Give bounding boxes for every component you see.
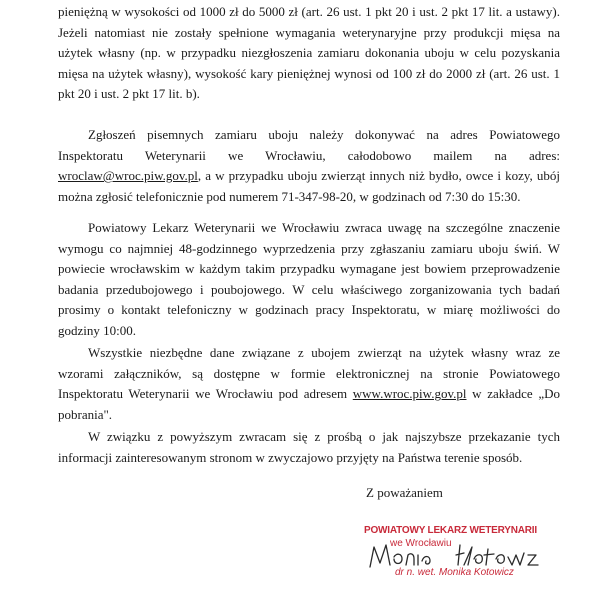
paragraph-documents-text [58, 343, 560, 425]
reporting-text-end: , a w przypadku uboju zwierząt innych niż bydło, owce i kozy, ubój można zgłosić telefonicznie pod numerem 71-347-98-20, w godzinach od 7:30 do 15:30. [58, 168, 560, 204]
closing-salutation: Z poważaniem [366, 485, 443, 500]
paragraph-penalties-text: pieniężną w wysokości od 1000 zł do 5000 zł (art. 26 ust. 1 pkt 20 i ust. 2 pkt 17 lit. a ustawy). Jeżeli natomiast nie zostały spełnione wymagania weterynaryjne przy produkcji mięsa na użytek własny (np. w przypadku niezgłoszenia zamiaru dokonania uboju w celu pozyskania mięsa na użytek własny), wysokość kary pieniężnej wynosi od 100 zł do 2000 zł (art. 26 ust. 1 pkt 20 i ust. 2 pkt 17 lit. b). [58, 4, 560, 102]
documents-text-start: Wszystkie niezbędne dane związane z ubojem zwierząt na użytek własny wraz ze wzorami załączników, są dostępne w formie elektronicznej na stronie Powiatowego Inspektoratu Weterynarii we Wrocławiu pod adresem [58, 345, 560, 402]
official-stamp [360, 525, 560, 597]
stamp-location: we Wrocławiu [390, 538, 452, 549]
paragraph-documents [58, 343, 560, 425]
stamp-signatory-name: dr n. wet. Monika Kotowicz [395, 567, 514, 578]
paragraph-pig-slaughter-text: Powiatowy Lekarz Weterynarii we Wrocławiu zwraca uwagę na szczególne znaczenie wymogu co najmniej 48-godzinnego wyprzedzenia przy zgłaszaniu zamiaru uboju świń. W powiecie wrocławskim w każdym takim przypadku wymagane jest bowiem przeprowadzenie badania przedubojowego i poubojowego. W celu właściwego zorganizowania tych badań prosimy o kontakt telefoniczny w godzinach pracy Inspektoratu, w miarę możliwości do godziny 10:00. [58, 220, 560, 338]
paragraph-request [58, 427, 560, 468]
paragraph-penalties [58, 2, 560, 105]
paragraph-reporting [58, 125, 560, 207]
website-link[interactable]: www.wroc.piw.gov.pl [352, 386, 467, 402]
paragraph-request-text: W związku z powyższym zwracam się z prośbą o jak najszybsze przekazanie tych informacji zainteresowanym stronom w zwyczajowo przyjęty na Państwa terenie sposób. [58, 429, 560, 465]
reporting-text-start: Zgłoszeń pisemnych zamiaru uboju należy dokonywać na adres Powiatowego Inspektoratu Weterynarii we Wrocławiu, całodobowo mailem na adres: [58, 127, 560, 163]
stamp-title: POWIATOWY LEKARZ WETERYNARII [364, 525, 537, 536]
documents-text-end: w zakładce „Do pobrania". [58, 386, 560, 422]
email-link[interactable]: wroclaw@wroc.piw.gov.pl [58, 168, 198, 184]
paragraph-pig-slaughter [58, 218, 560, 342]
paragraph-reporting-text [58, 125, 560, 207]
